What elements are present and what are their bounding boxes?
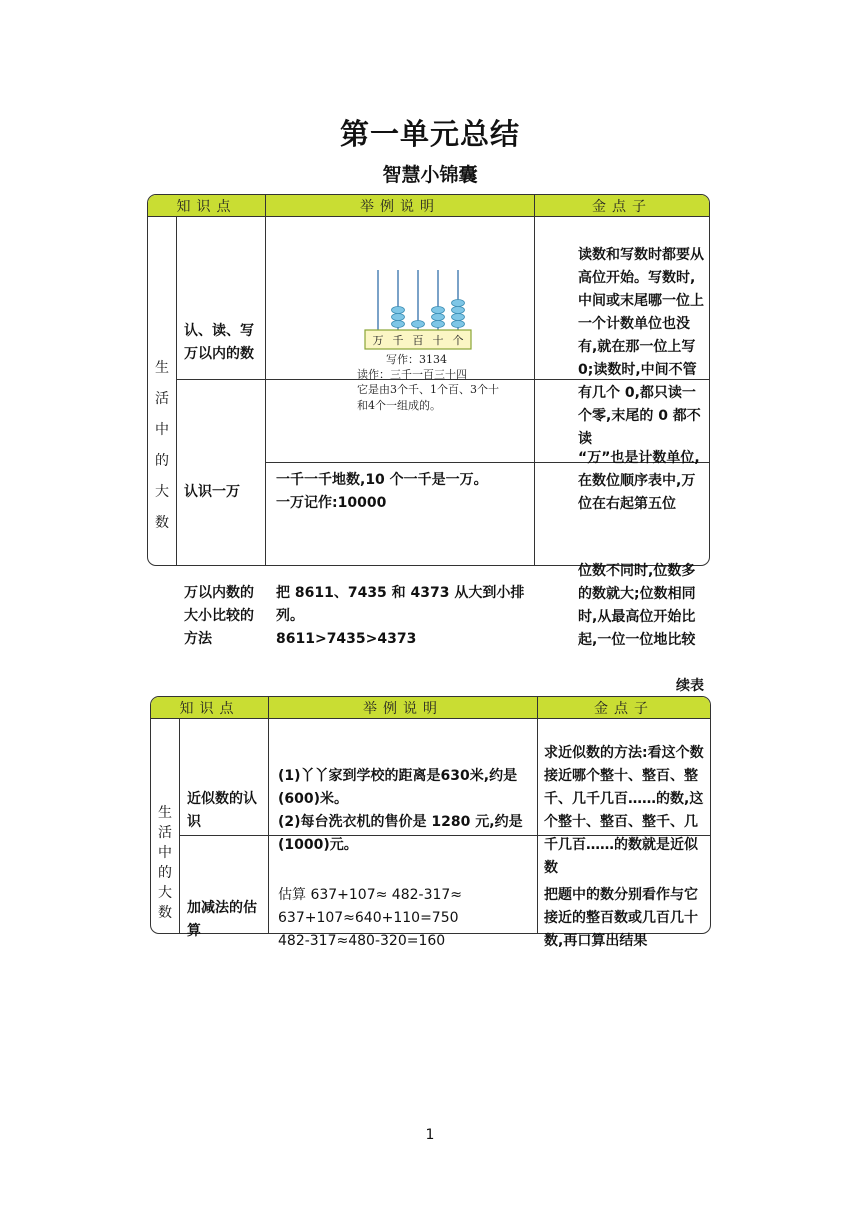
example-compare: 把 8611、7435 和 4373 从大到小排列。 8611>7435>4373 [276, 585, 525, 647]
divider [179, 718, 180, 934]
abacus-write: 写作：3134 [386, 353, 447, 366]
abacus-bead [452, 300, 465, 307]
topic-approximate: 近似数的认识 [187, 791, 257, 830]
divider [534, 194, 535, 566]
abacus-bead [392, 321, 405, 328]
abacus-bead [432, 321, 445, 328]
place-label-bai: 百 [412, 334, 424, 347]
table-header [148, 195, 709, 217]
place-label-qian: 千 [392, 334, 404, 347]
topic-ten-thousand: 认识一万 [184, 484, 240, 500]
place-label-ge: 个 [452, 334, 464, 347]
page-title: 第一单元总结 [339, 117, 520, 151]
header-example: 举例说明 [363, 700, 443, 717]
abacus-bead [392, 314, 405, 321]
abacus-beads [392, 300, 465, 328]
place-label-shi: 十 [432, 334, 444, 347]
abacus-illustration [362, 266, 474, 350]
divider [176, 216, 177, 566]
abacus-compose: 它是由3个千、1个百、3个十和4个一组成的。 [357, 383, 499, 412]
header-tips: 金点子 [592, 198, 652, 215]
abacus-bead [412, 321, 425, 328]
tip-approximate: 求近似数的方法:看这个数接近哪个整十、整百、整千、几千几百……的数,这个整十、整百、整千、几千几百……的数就是近似数 [544, 745, 704, 876]
divider [537, 696, 538, 934]
category-label: 生 活 中 的 大 数 [155, 360, 169, 531]
abacus-bead [392, 307, 405, 314]
topic-compare: 万以内数的大小比较的方法 [184, 585, 254, 647]
divider [268, 696, 269, 934]
tip-read-write: 读数和写数时都要从高位开始。写数时,中间或末尾哪一位上一个计数单位也没有,就在那一位上写 0;读数时,中间不管有几个 0,都只读一个零,末尾的 0 都不读 [578, 247, 704, 447]
abacus-bead [452, 307, 465, 314]
example-ten-thousand: 一千一千地数,10 个一千是一万。 一万记作:10000 [276, 472, 488, 511]
abacus-read: 读作：三千一百三十四 [357, 368, 467, 381]
example-estimate: 估算 637+107≈ 482-317≈ 637+107≈640+110=750 482-317≈480-320=160 [278, 887, 463, 949]
tip-compare: 位数不同时,位数多的数就大;位数相同时,从最高位开始比起,一位一位地比较 [578, 563, 696, 648]
header-knowledge-point: 知识点 [176, 198, 237, 215]
page-number: 1 [425, 1127, 435, 1143]
tip-ten-thousand: “万”也是计数单位,在数位顺序表中,万位在右起第五位 [578, 450, 700, 512]
example-approximate: (1)丫丫家到学校的距离是630米,约是(600)米。 (2)每台洗衣机的售价是 1280 元,约是(1000)元。 [278, 768, 523, 853]
place-label-wan: 万 [372, 334, 384, 347]
table-header [151, 697, 710, 719]
abacus-bead [452, 314, 465, 321]
abacus-bead [432, 307, 445, 314]
tip-estimate: 把题中的数分别看作与它接近的整百数或几百几十数,再口算出结果 [544, 887, 698, 949]
page-subtitle: 智慧小锦囊 [382, 164, 478, 186]
topic-read-write: 认、读、写万以内的数 [184, 323, 254, 362]
divider [265, 194, 266, 566]
abacus-bead [432, 314, 445, 321]
header-knowledge-point: 知识点 [179, 700, 240, 717]
category-label: 生 活 中 的 大 数 [158, 805, 172, 921]
header-example: 举例说明 [360, 198, 440, 215]
topic-estimate: 加减法的估算 [187, 900, 257, 939]
abacus-bead [452, 321, 465, 328]
header-tips: 金点子 [594, 700, 654, 717]
continued-label: 续表 [676, 678, 704, 694]
